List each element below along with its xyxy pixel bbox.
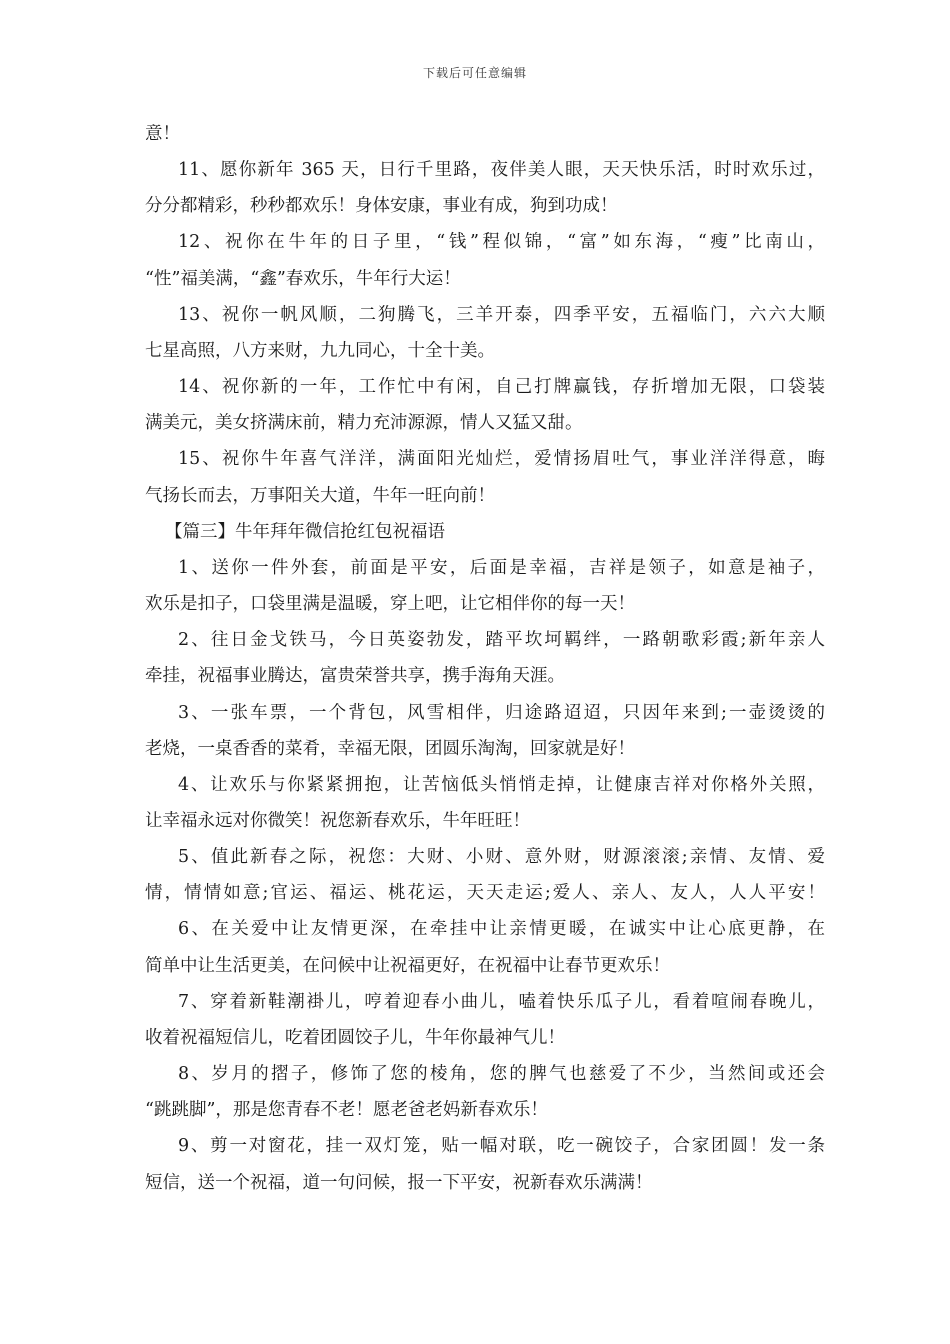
text-line: “性”福美满，“鑫”春欢乐，牛年行大运！ xyxy=(145,268,461,289)
text-line: 老烧，一桌香香的菜肴，幸福无限，团圆乐淘淘，回家就是好！ xyxy=(145,738,635,759)
text-line: 6、在关爱中让友情更深，在牵挂中让亲情更暖，在诚实中让心底更静，在 xyxy=(178,919,825,940)
text-line: 收着祝福短信儿，吃着团圆饺子儿，牛年你最神气儿！ xyxy=(145,1027,565,1048)
text-line: 4、让欢乐与你紧紧拥抱，让苦恼低头悄悄走掉，让健康吉祥对你格外关照， xyxy=(178,774,825,795)
text-line: 12、祝你在牛年的日子里，“钱”程似锦，“富”如东海，“瘦”比南山， xyxy=(178,232,825,253)
text-line: 1、送你一件外套，前面是平安，后面是幸福，吉祥是领子，如意是袖子， xyxy=(178,557,825,578)
text-line: 短信，送一个祝福，道一句问候，报一下平安，祝新春欢乐满满！ xyxy=(145,1172,653,1193)
page-header: 下载后可任意编辑 xyxy=(422,66,527,80)
text-line: 分分都精彩，秒秒都欢乐！身体安康，事业有成，狗到功成！ xyxy=(145,196,618,217)
text-line: 3、一张车票，一个背包，风雪相伴，归途路迢迢，只因年来到;一壶烫烫的 xyxy=(178,702,825,723)
text-line: 七星高照，八方来财，九九同心，十全十美。 xyxy=(145,340,495,361)
text-line: 5、值此新春之际，祝您：大财、小财、意外财，财源滚滚;亲情、友情、爱 xyxy=(178,847,825,868)
text-line: 牵挂，祝福事业腾达，富贵荣誉共享，携手海角天涯。 xyxy=(145,666,565,687)
section-heading: 【篇三】牛年拜年微信抢红包祝福语 xyxy=(165,521,445,542)
document-body xyxy=(145,116,825,1201)
text-line: 7、穿着新鞋潮褂儿，哼着迎春小曲儿，嗑着快乐瓜子儿，看着喧闹春晚儿， xyxy=(178,991,825,1012)
text-line: 9、剪一对窗花，挂一双灯笼，贴一幅对联，吃一碗饺子，合家团圆！发一条 xyxy=(178,1136,825,1157)
text-line: 13、祝你一帆风顺，二狗腾飞，三羊开泰，四季平安，五福临门，六六大顺 xyxy=(178,304,825,325)
text-line: 欢乐是扣子，口袋里满是温暖，穿上吧，让它相伴你的每一天！ xyxy=(145,594,635,615)
text-line: 8、岁月的摺子，修饰了您的棱角，您的脾气也慈爱了不少，当然间或还会 xyxy=(178,1064,825,1085)
text-line: 14、祝你新的一年，工作忙中有闲，自己打牌赢钱，存折增加无限，口袋装 xyxy=(178,377,825,398)
text-line: 情，情情如意;官运、福运、桃花运，天天走运;爱人、亲人、友人，人人平安！ xyxy=(145,883,825,904)
text-line: 气扬长而去，万事阳关大道，牛年一旺向前！ xyxy=(145,485,495,506)
text-line: 满美元，美女挤满床前，精力充沛源源，情人又猛又甜。 xyxy=(145,413,583,434)
text-line: 11、愿你新年 365 天，日行千里路，夜伴美人眼，天天快乐活，时时欢乐过， xyxy=(178,160,825,181)
text-line: 2、往日金戈铁马，今日英姿勃发，踏平坎坷羁绊，一路朝歌彩霞;新年亲人 xyxy=(178,630,825,651)
text-line: “跳跳脚”，那是您青春不老！愿老爸老妈新春欢乐！ xyxy=(145,1100,548,1121)
text-line: 简单中让生活更美，在问候中让祝福更好，在祝福中让春节更欢乐！ xyxy=(145,955,670,976)
text-line: 让幸福永远对你微笑！祝您新春欢乐，牛年旺旺！ xyxy=(145,810,530,831)
text-line: 15、祝你牛年喜气洋洋，满面阳光灿烂，爱情扬眉吐气，事业洋洋得意，晦 xyxy=(178,449,825,470)
text-line: 意！ xyxy=(145,124,180,144)
